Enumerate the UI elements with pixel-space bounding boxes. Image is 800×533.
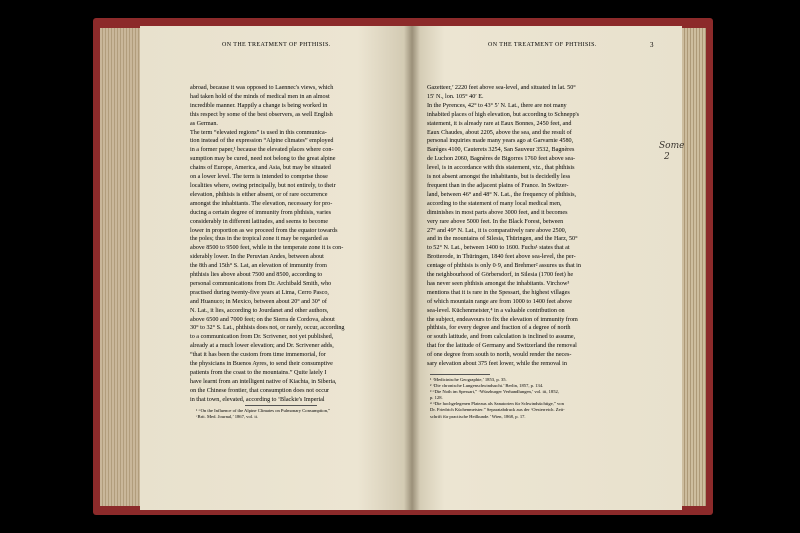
- text-line: above 8500 to 9500 feet, while in the temperate zone it is con-: [190, 245, 344, 252]
- text-line: sary elevation about 375 feet lower, while the removal in: [427, 361, 567, 368]
- text-line: as German.: [190, 120, 218, 127]
- footnote-line: ¹ ‘Medicinische Geographie,’ 1853, p. 35.: [430, 377, 507, 382]
- text-line: elevation, phthisis is either absent, or of rare occurrence: [190, 191, 328, 198]
- footnote-line: schrift für practische Heilkunde.’ Wien, 1868, p. 17.: [430, 413, 526, 419]
- text-line: already at a much lower elevation; and Dr. Scrivener adds,: [190, 343, 334, 350]
- text-line: land, between 46° and 48° N. Lat., the frequency of phthisis,: [427, 191, 577, 198]
- text-line: Barèges 4100, Cauterets 3254, San Sauveur 3532, Bagnères: [427, 147, 575, 154]
- text-line: on a lower level. The term is intended to comprise those: [190, 174, 328, 181]
- text-line: in that town, elevated, according to ‘Blackie's Imperial: [190, 396, 325, 403]
- text-line: had taken hold of the minds of medical men in an almost: [190, 93, 330, 100]
- right-page-number: 3: [650, 41, 654, 49]
- text-line: to a communication from Dr. Scrivener, not yet published,: [190, 334, 334, 341]
- text-line: the neighbourhood of Görbersdorf, in Silesia (1700 feet) he: [427, 272, 574, 279]
- text-line: the subject, endeavours to fix the elevation of immunity from: [427, 316, 578, 323]
- text-line: Brotterode, in Thüringen, 1840 feet above sea-level, the per-: [427, 254, 576, 261]
- text-line: of which mountain range are from 1000 to 1400 feet above: [427, 298, 572, 305]
- footnote-line: ¹ “On the Influence of the Alpine Climates on Pulmonary Consumption,”: [196, 408, 331, 413]
- footnote-line: ² ‘Die chronische Lungenschwindsucht.’ Berlin, 1857, p. 134.: [430, 383, 544, 389]
- text-line: mentions that it is rare in the Spessart, the highest villages: [427, 289, 570, 296]
- right-page-footnotes: [430, 377, 652, 420]
- text-line: 27° and 49° N. Lat., it is comparatively rare above 2500,: [427, 227, 567, 234]
- text-line: ducing a certain degree of immunity from phthisis, varies: [190, 209, 332, 216]
- text-line: or south latitude, and from calculation is inclined to assume,: [427, 334, 576, 341]
- left-page-header: ON THE TREATMENT OF PHTHISIS.: [222, 42, 331, 48]
- text-line: tion instead of the expression “Alpine climates” employed: [190, 138, 334, 145]
- text-line: localities where, owing principally, but not entirely, to their: [190, 182, 336, 189]
- text-line: of one degree from south to north, would render the neces-: [427, 352, 572, 359]
- footnote-line: p. 128.: [430, 395, 443, 401]
- text-line: and in the mountains of Silesia, Thüringen, and the Harz, 50°: [427, 236, 578, 243]
- text-line: 30° to 32° S. Lat., phthisis does not, or rarely, occur, according: [190, 325, 345, 332]
- text-line: the poles; thus in the tropical zone it may be regarded as: [190, 236, 329, 243]
- right-footnote-rule: [430, 374, 490, 375]
- book-gutter: [404, 26, 420, 510]
- text-line: Eaux Chaudes, about 2205, above the sea, and the result of: [427, 129, 572, 136]
- right-page-header: ON THE TREATMENT OF PHTHISIS.: [488, 42, 597, 48]
- text-line: this respect by some of the best observers, as well English: [190, 111, 333, 118]
- text-line: sumption may be cured, need not belong to the great alpine: [190, 156, 336, 163]
- text-line: In the Pyrences, 42° to 43° 5′ N. Lat., there are not many: [427, 102, 567, 109]
- text-line: considerably in different latitudes, and seems to become: [190, 218, 329, 225]
- text-line: above 6500 and 7000 feet; on the Sierra de Cordova, about: [190, 316, 335, 323]
- text-line: very rare above 5000 feet. In the Black Forest, between: [427, 218, 564, 225]
- text-line: chains of Europe, America, and Asia, but may be situated: [190, 165, 331, 172]
- text-line: centage of phthisis is only 0·9, and Brehmer² assures us that in: [427, 263, 581, 270]
- text-line: abroad, because it was opposed to Laennec's views, which: [190, 85, 334, 91]
- text-line: practised during twenty-five years at Lima, Cerro Pasco,: [190, 289, 329, 296]
- text-line: level, is in accordance with this statement, viz., that phthisis: [427, 165, 575, 172]
- text-line: have learnt from an intelligent native of Kiachta, in Siberia,: [190, 378, 337, 385]
- handwritten-margin-note: Some: [659, 141, 685, 151]
- text-line: according to the statement of many local medical men,: [427, 200, 562, 207]
- text-line: amongst the inhabitants. The elevation, necessary for pro-: [190, 200, 333, 207]
- text-line: the 8th and 15th° S. Lat, an elevation of immunity from: [190, 263, 327, 270]
- text-line: in a former paper,¹ because the elevated places where con-: [190, 147, 334, 154]
- text-line: the physicians in Buenos Ayres, to send their consumptive: [190, 361, 333, 368]
- footnote-line: ‘Brit. Med. Journal,’ 1867, vol. ii.: [196, 414, 259, 420]
- text-line: statement, it is already rare at Eaux Bonnes, 2450 feet, and: [427, 120, 572, 127]
- footnote-line: Dr. Friedrich Küchenmeister.” Separatabdruck aus der ‘Oesterreich. Zeit-: [430, 407, 565, 413]
- handwritten-margin-number: 2: [664, 152, 670, 162]
- text-line: personal communications from Dr. Archibald Smith, who: [190, 280, 332, 287]
- text-line: 15′ N., lon. 105° 40′ E.: [427, 93, 484, 100]
- text-line: phthisis, for every degree and fraction of a degree of north: [427, 325, 571, 332]
- footnote-line: ⁴ “Die hochgelegenen Plateaus als Sanatorien für Schwindsüchtige,” von: [430, 401, 564, 407]
- text-line: N. Lat., it lies, according to Jourdanet and other authors,: [190, 307, 329, 314]
- text-line: to 52° N. Lat., between 1400 to 1600. Fuchs¹ states that at: [427, 245, 570, 252]
- text-line: on the Chinese frontier, that consumption does not occur: [190, 387, 330, 394]
- text-line: Gazetteer,’ 2220 feet above sea-level, and situated in lat. 50°: [427, 85, 576, 91]
- left-page-body: [190, 84, 402, 405]
- text-line: inhabited places of high elevation, but according to Schnepp's: [427, 111, 580, 118]
- text-line: “that it has been the custom from time immemorial, for: [190, 352, 326, 359]
- text-line: has never seen phthisis amongst the inhabitants. Virchow³: [427, 280, 570, 287]
- text-line: is not absent amongst the inhabitants, but is decidedly less: [427, 174, 571, 181]
- footnote-line: ³ “Die Noth im Spessart,” ‘Würzburger Verhandlungen,’ vol. iii, 1852,: [430, 389, 559, 395]
- left-footnote-rule: [245, 405, 317, 406]
- right-page-body: [427, 84, 651, 369]
- text-line: sea-level. Küchenmeister,⁴ in a valuable contribution on: [427, 307, 565, 314]
- text-line: siderably lower. In the Peruvian Andes, between about: [190, 254, 324, 261]
- text-line: and Huanuco; in Mexico, between about 20° and 30° of: [190, 298, 327, 305]
- left-page-footnotes: [196, 408, 406, 420]
- text-line: personal inquiries made many years ago at Garvarnie 4580,: [427, 138, 574, 145]
- text-line: diminishes in most parts above 3000 feet, and it becomes: [427, 209, 568, 216]
- text-line: frequent than in the adjacent plains of France. In Switzer-: [427, 182, 569, 189]
- text-line: phthisis lies above about 7500 and 8500, according to: [190, 272, 323, 279]
- text-line: The term “elevated regions” is used in this communica-: [190, 129, 327, 136]
- text-line: that for the latitude of Germany and Switzerland the removal: [427, 343, 577, 350]
- text-line: de Luchon 2060, Bagnères de Bigorres 1760 feet above sea-: [427, 156, 576, 163]
- text-line: lower in proportion as we proceed from the equator towards: [190, 227, 338, 234]
- text-line: patients from the coast to the mountains.” Quite lately I: [190, 370, 327, 376]
- page-edges-left: [100, 28, 144, 506]
- text-line: incredible manner. Happily a change is being worked in: [190, 102, 328, 109]
